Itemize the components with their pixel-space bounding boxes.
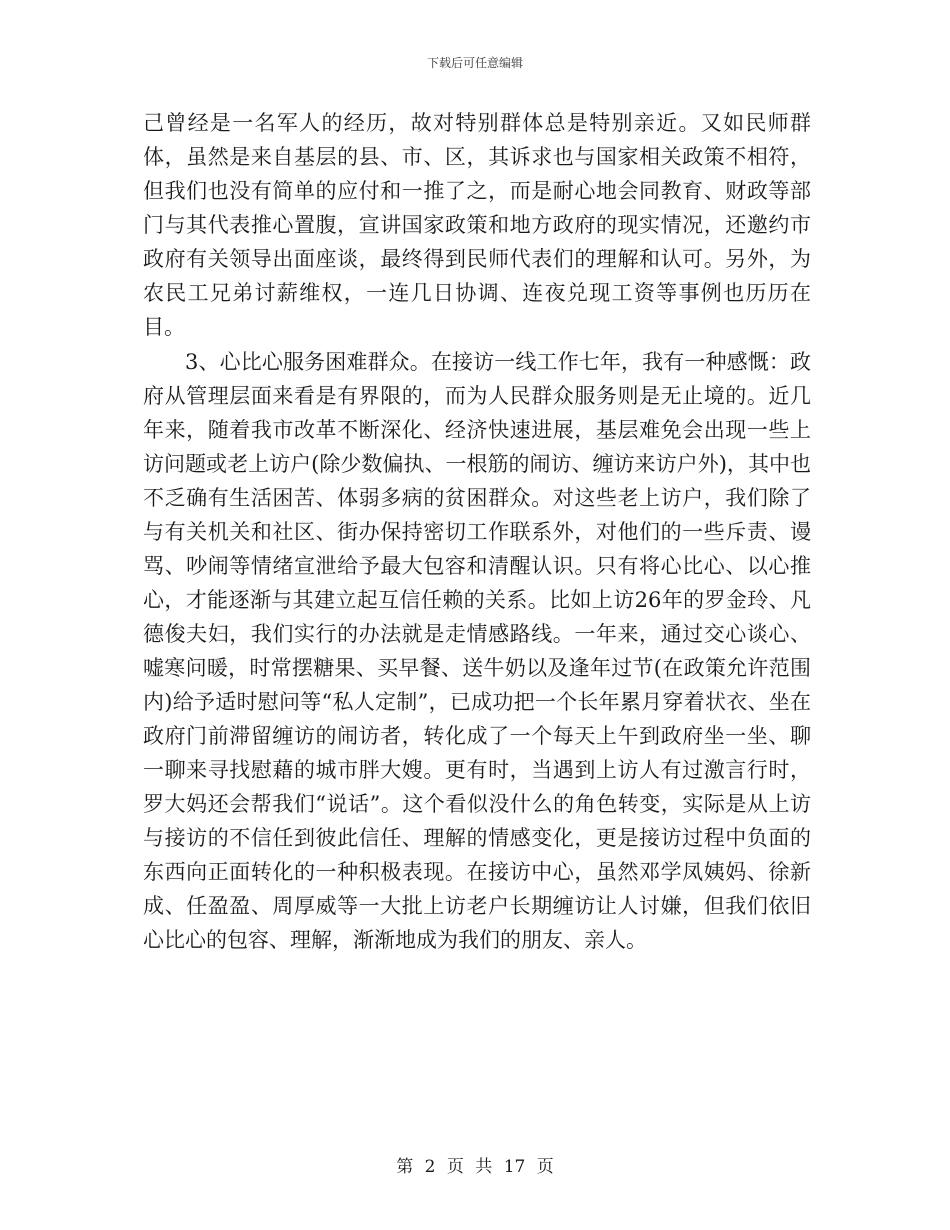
paragraph-section-3: 3、心比心服务困难群众。在接访一线工作七年，我有一种感慨：政府从管理层面来看是有界限的，而为人民群众服务则是无止境的。近几年来，随着我市改革不断深化、经济快速进展，基层难免会出现一些上访问题或老上访户(除少数偏执、一根筋的闹访、缠访来访户外)，其中也不乏确有生活困苦、体弱多病的贫困群众。对这些老上访户，我们除了与有关机关和社区、街办保持密切工作联系外，对他们的一些斥责、谩骂、吵闹等情绪宣泄给予最大包容和清醒认识。只有将心比心、以心推心，才能逐渐与其建立起互信任赖的关系。比如上访26年的罗金玲、凡德俊夫妇，我们实行的办法就是走情感路线。一年来，通过交心谈心、嘘寒问暖，时常摆糖果、买早餐、送牛奶以及逢年过节(在政策允许范围内)给予适时慰问等“私人定制”，已成功把一个长年累月穿着状衣、坐在政府门前滞留缠访的闹访者，转化成了一个每天上午到政府坐一坐、聊一聊来寻找慰藉的城市胖大嫂。更有时，当遇到上访人有过激言行时，罗大妈还会帮我们“说话”。这个看似没什么的角色转变，实际是从上访与接访的不信任到彼此信任、理解的情感变化，更是接访过程中负面的东西向正面转化的一种积极表现。在接访中心，虽然邓学凤姨妈、徐新成、任盈盈、周厚威等一大批上访老户长期缠访让人讨嫌，但我们依旧心比心的包容、理解，渐渐地成为我们的朋友、亲人。 (143, 350, 811, 952)
document-body (143, 106, 811, 958)
page-number-footer: 第 2 页 共 17 页 (396, 1157, 554, 1177)
page-header-note: 下载后可任意编辑 (426, 56, 523, 70)
paragraph-continuation: 己曾经是一名军人的经历，故对特别群体总是特别亲近。又如民师群体，虽然是来自基层的县、市、区，其诉求也与国家相关政策不相符，但我们也没有简单的应付和一推了之，而是耐心地会同教育、财政等部门与其代表推心置腹，宣讲国家政策和地方政府的现实情况，还邀约市政府有关领导出面座谈，最终得到民师代表们的理解和认可。另外，为农民工兄弟讨薪维权，一连几日协调、连夜兑现工资等事例也历历在目。 (143, 111, 811, 339)
